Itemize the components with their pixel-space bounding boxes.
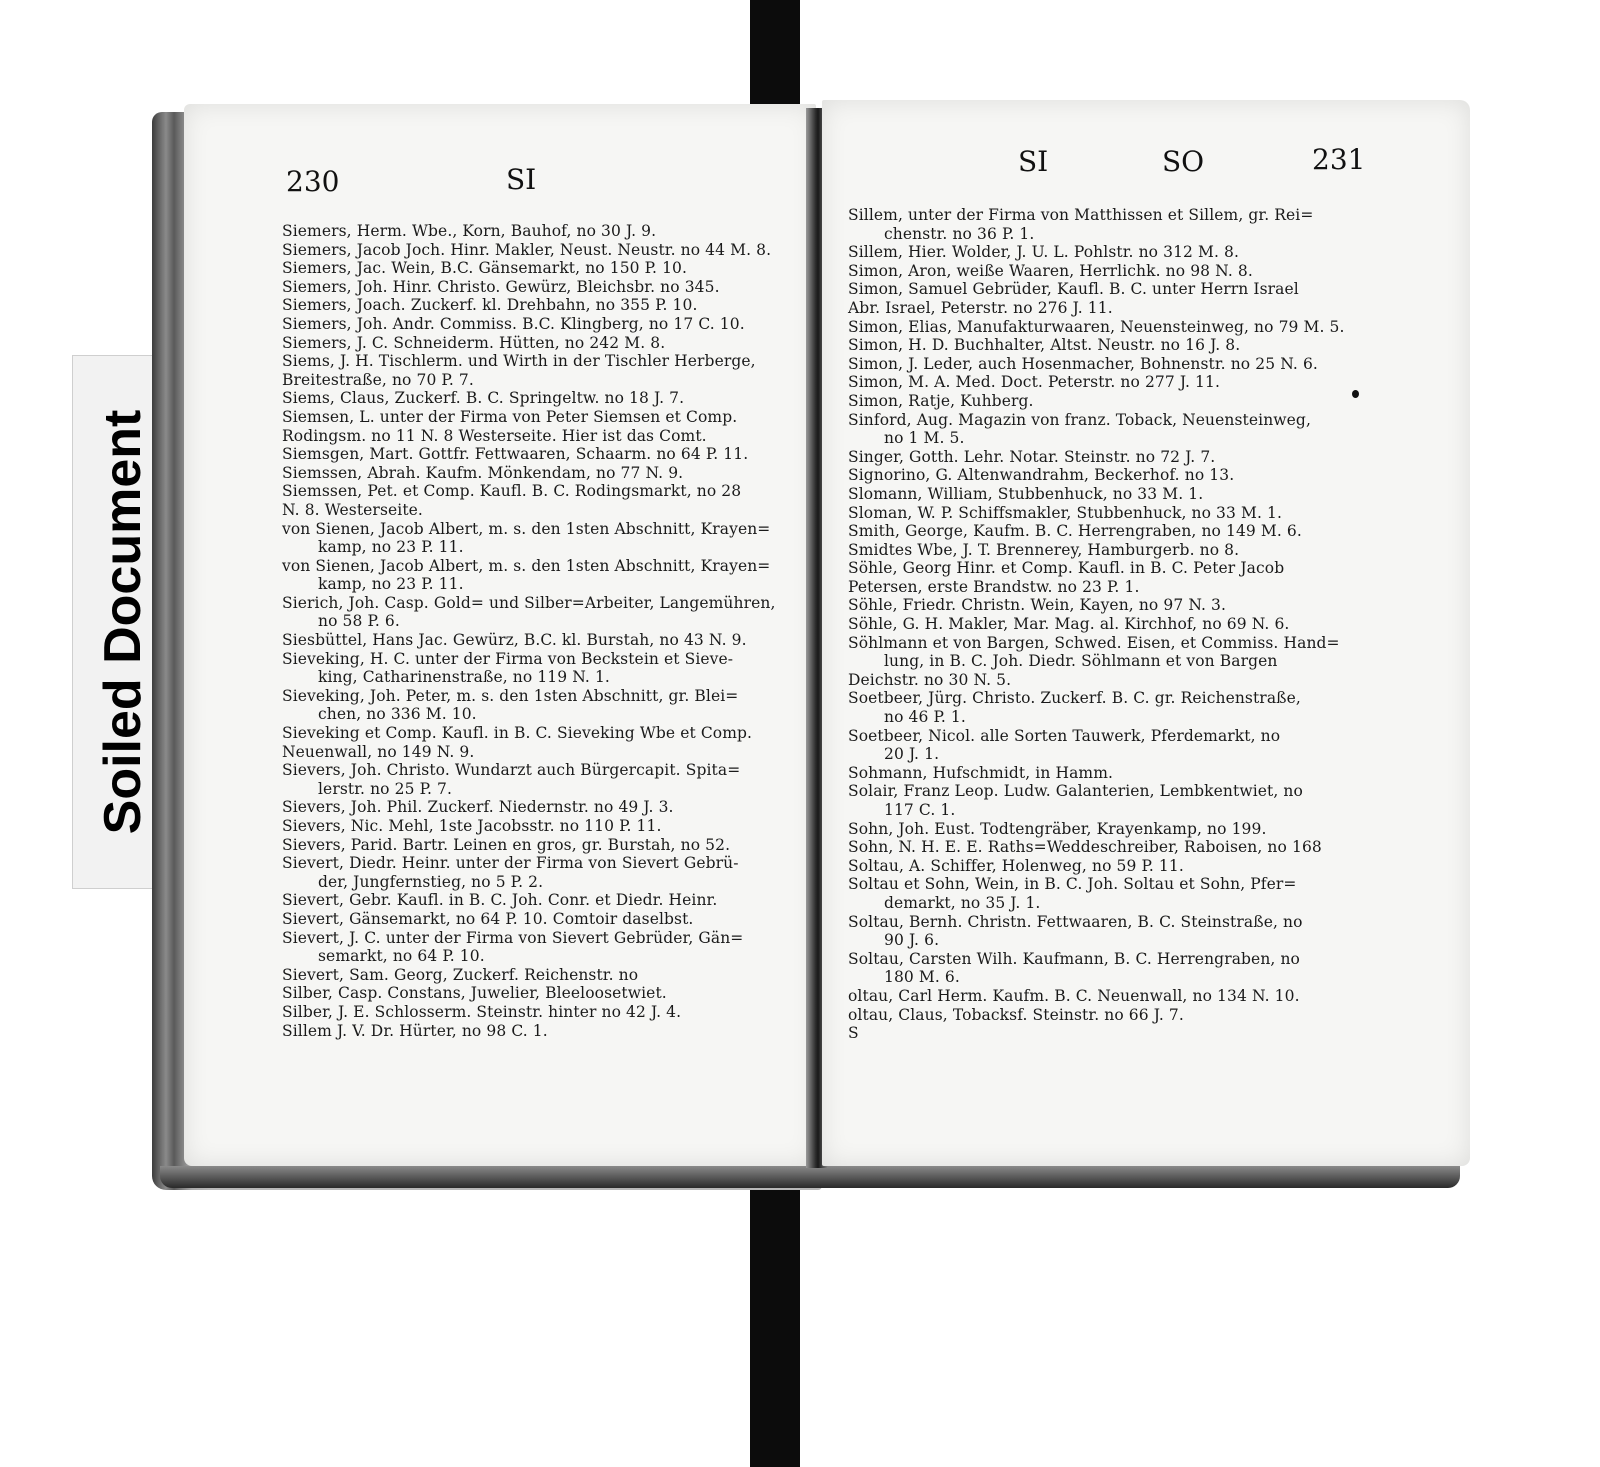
directory-entry: 90 J. 6. xyxy=(884,931,940,950)
directory-entry: Soltau et Sohn, Wein, in B. C. Joh. Soltau et Sohn, Pfer= xyxy=(848,875,1297,894)
directory-entry: Sievers, Parid. Bartr. Leinen en gros, gr. Burstah, no 52. xyxy=(282,835,731,854)
directory-entry: Siemers, Joh. Hinr. Christo. Gewürz, Bleichsbr. no 345. xyxy=(282,277,720,296)
directory-entry: Simon, Ratje, Kuhberg. xyxy=(848,391,1034,410)
directory-entry: Siemers, Joh. Andr. Commiss. B.C. Klingberg, no 17 C. 10. xyxy=(282,314,745,333)
directory-entry: Söhlmann et von Bargen, Schwed. Eisen, et Commiss. Hand= xyxy=(848,633,1340,652)
directory-entry: Simon, M. A. Med. Doct. Peterstr. no 277 J. 11. xyxy=(848,373,1220,392)
directory-entry: demarkt, no 35 J. 1. xyxy=(884,893,1041,912)
directory-entry: Siemers, Herm. Wbe., Korn, Bauhof, no 30 J. 9. xyxy=(282,222,657,240)
directory-entry: Simon, Samuel Gebrüder, Kaufl. B. C. unter Herrn Israel xyxy=(848,280,1299,299)
directory-entry: Siemers, Jac. Wein, B.C. Gänsemarkt, no 150 P. 10. xyxy=(282,259,688,278)
directory-entry: Sieveking, H. C. unter der Firma von Beckstein et Sieve- xyxy=(282,649,734,668)
directory-entry: Sieveking, Joh. Peter, m. s. den 1sten Abschnitt, gr. Blei= xyxy=(282,686,739,705)
right-page-number: 231 xyxy=(1312,143,1366,176)
directory-entry: Sohn, Joh. Eust. Todtengräber, Krayenkamp, no 199. xyxy=(848,819,1267,838)
soiled-document-label: Soiled Document xyxy=(94,409,152,835)
directory-entry: Sinford, Aug. Magazin von franz. Toback, Neuensteinweg, xyxy=(848,410,1311,429)
directory-entry: Söhle, Georg Hinr. et Comp. Kaufl. in B. C. Peter Jacob xyxy=(848,559,1285,578)
directory-entry: Sillem, unter der Firma von Matthissen et Sillem, gr. Rei= xyxy=(848,206,1314,224)
directory-entry: Singer, Gotth. Lehr. Notar. Steinstr. no 72 J. 7. xyxy=(848,447,1216,466)
directory-entry: von Sienen, Jacob Albert, m. s. den 1sten Abschnitt, Krayen= xyxy=(282,519,771,538)
directory-entry: Sieveking et Comp. Kaufl. in B. C. Sieveking Wbe et Comp. xyxy=(282,724,753,743)
directory-entry: no 58 P. 6. xyxy=(318,612,400,631)
directory-entry: Simon, Elias, Manufakturwaaren, Neuensteinweg, no 79 M. 5. xyxy=(848,317,1345,336)
directory-entry: Soltau, Carsten Wilh. Kaufmann, B. C. Herrengraben, no xyxy=(848,949,1300,968)
directory-entry: Sievert, Sam. Georg, Zuckerf. Reichenstr. no xyxy=(282,965,639,984)
directory-entry: Silber, Casp. Constans, Juwelier, Bleeloosetwiet. xyxy=(282,984,667,1003)
directory-entry: chenstr. no 36 P. 1. xyxy=(884,224,1035,243)
directory-entry: chen, no 336 M. 10. xyxy=(318,705,477,724)
directory-entry: Simon, Aron, weiße Waaren, Herrlichk. no 98 N. 8. xyxy=(848,261,1253,280)
right-page xyxy=(822,100,1470,1166)
directory-entry: Siemers, Jacob Joch. Hinr. Makler, Neust. Neustr. no 44 M. 8. xyxy=(282,240,772,259)
directory-entry: Sievert, Diedr. Heinr. unter der Firma von Sievert Gebrü- xyxy=(282,854,739,873)
directory-entry: Signorino, G. Altenwandrahm, Beckerhof. no 13. xyxy=(848,466,1235,485)
directory-entry: Silber, J. E. Schlosserm. Steinstr. hinter no 42 J. 4. xyxy=(282,1002,682,1021)
directory-entry: semarkt, no 64 P. 10. xyxy=(318,947,485,966)
directory-entry: S xyxy=(848,1024,859,1043)
directory-entry: Sievert, Gebr. Kaufl. in B. C. Joh. Conr. et Diedr. Heinr. xyxy=(282,891,718,910)
directory-entry: Deichstr. no 30 N. 5. xyxy=(848,670,1012,689)
left-running-header: SI xyxy=(506,163,537,196)
directory-entry: Soetbeer, Jürg. Christo. Zuckerf. B. C. gr. Reichenstraße, xyxy=(848,689,1301,708)
directory-entry: oltau, Claus, Tobacksf. Steinstr. no 66 J. 7. xyxy=(848,1005,1184,1024)
directory-entry: Siemssen, Pet. et Comp. Kaufl. B. C. Rodingsmarkt, no 28 xyxy=(282,482,742,501)
directory-entry: Sievert, J. C. unter der Firma von Sievert Gebrüder, Gän= xyxy=(282,928,744,947)
directory-entry: Sievers, Joh. Christo. Wundarzt auch Bürgercapit. Spita= xyxy=(282,761,741,780)
directory-entry: Slomann, William, Stubbenhuck, no 33 M. 1. xyxy=(848,484,1204,503)
directory-entry: N. 8. Westerseite. xyxy=(282,500,423,519)
directory-entry: oltau, Carl Herm. Kaufm. B. C. Neuenwall, no 134 N. 10. xyxy=(848,986,1300,1005)
directory-entry: Solair, Franz Leop. Ludw. Galanterien, Lembkentwiet, no xyxy=(848,782,1303,801)
directory-entry: Siemsen, L. unter der Firma von Peter Siemsen et Comp. xyxy=(282,407,738,426)
directory-entry: Smidtes Wbe, J. T. Brennerey, Hamburgerb. no 8. xyxy=(848,540,1240,559)
directory-entry: Sloman, W. P. Schiffsmakler, Stubbenhuck, no 33 M. 1. xyxy=(848,503,1283,522)
ink-spot xyxy=(1352,390,1359,398)
directory-entry: Breitestraße, no 70 P. 7. xyxy=(282,370,474,389)
directory-entry: Soltau, Bernh. Christn. Fettwaaren, B. C. Steinstraße, no xyxy=(848,912,1303,931)
directory-entry: Soetbeer, Nicol. alle Sorten Tauwerk, Pferdemarkt, no xyxy=(848,726,1281,745)
directory-entry: Sievers, Nic. Mehl, 1ste Jacobsstr. no 110 P. 11. xyxy=(282,817,662,835)
directory-entry: Neuenwall, no 149 N. 9. xyxy=(282,742,475,761)
directory-entry: Soltau, A. Schiffer, Holenweg, no 59 P. 11. xyxy=(848,856,1184,875)
directory-entry: king, Catharinenstraße, no 119 N. 1. xyxy=(318,668,610,687)
directory-entry: Siemers, Joach. Zuckerf. kl. Drehbahn, no 355 P. 10. xyxy=(282,296,698,315)
directory-entry: kamp, no 23 P. 11. xyxy=(318,538,464,557)
left-page-number: 230 xyxy=(286,165,340,198)
directory-entry: Siemssen, Abrah. Kaufm. Mönkendam, no 77 N. 9. xyxy=(282,463,684,482)
directory-entry: Simon, J. Leder, auch Hosenmacher, Bohnenstr. no 25 N. 6. xyxy=(848,354,1318,373)
right-running-header-si: SI xyxy=(1018,145,1049,178)
directory-entry: Siems, Claus, Zuckerf. B. C. Springeltw. no 18 J. 7. xyxy=(282,389,685,408)
right-entries xyxy=(848,206,1448,1043)
directory-entry: 180 M. 6. xyxy=(884,968,960,987)
directory-entry: Siemers, J. C. Schneiderm. Hütten, no 242 M. 8. xyxy=(282,333,666,352)
directory-entry: Sillem J. V. Dr. Hürter, no 98 C. 1. xyxy=(282,1021,548,1040)
directory-entry: Sillem, Hier. Wolder, J. U. L. Pohlstr. no 312 M. 8. xyxy=(848,243,1240,262)
directory-entry: Söhle, G. H. Makler, Mar. Mag. al. Kirchhof, no 69 N. 6. xyxy=(848,615,1290,634)
right-running-header-so: SO xyxy=(1162,145,1205,178)
directory-entry: Söhle, Friedr. Christn. Wein, Kayen, no 97 N. 3. xyxy=(848,596,1227,615)
directory-entry: 117 C. 1. xyxy=(884,801,956,819)
directory-entry: Sievers, Joh. Phil. Zuckerf. Niedernstr. no 49 J. 3. xyxy=(282,798,674,817)
directory-entry: no 1 M. 5. xyxy=(884,429,965,448)
book-bottom-edge xyxy=(160,1166,1460,1188)
directory-entry: Siemsgen, Mart. Gottfr. Fettwaaren, Schaarm. no 64 P. 11. xyxy=(282,445,749,464)
left-page xyxy=(184,104,816,1166)
directory-entry: kamp, no 23 P. 11. xyxy=(318,575,464,594)
directory-entry: Petersen, erste Brandstw. no 23 P. 1. xyxy=(848,577,1140,596)
directory-entry: Rodingsm. no 11 N. 8 Westerseite. Hier ist das Comt. xyxy=(282,426,707,445)
directory-entry: Sievert, Gänsemarkt, no 64 P. 10. Comtoir daselbst. xyxy=(282,909,694,928)
directory-entry: Abr. Israel, Peterstr. no 276 J. 11. xyxy=(848,298,1113,317)
directory-entry: Siesbüttel, Hans Jac. Gewürz, B.C. kl. Burstah, no 43 N. 9. xyxy=(282,631,747,650)
directory-entry: Siems, J. H. Tischlerm. und Wirth in der Tischler Herberge, xyxy=(282,352,756,371)
left-entries xyxy=(282,222,802,1040)
directory-entry: Sierich, Joh. Casp. Gold= und Silber=Arbeiter, Langemühren, xyxy=(282,593,776,612)
directory-entry: von Sienen, Jacob Albert, m. s. den 1sten Abschnitt, Krayen= xyxy=(282,556,771,575)
directory-entry: der, Jungfernstieg, no 5 P. 2. xyxy=(318,872,544,891)
directory-entry: no 46 P. 1. xyxy=(884,708,966,727)
directory-entry: Smith, George, Kaufm. B. C. Herrengraben, no 149 M. 6. xyxy=(848,522,1302,541)
directory-entry: Sohmann, Hufschmidt, in Hamm. xyxy=(848,763,1114,782)
directory-entry: Sohn, N. H. E. E. Raths=Weddeschreiber, Raboisen, no 168 xyxy=(848,838,1322,857)
directory-entry: Simon, H. D. Buchhalter, Altst. Neustr. no 16 J. 8. xyxy=(848,336,1241,355)
directory-entry: 20 J. 1. xyxy=(884,745,940,764)
directory-entry: lung, in B. C. Joh. Diedr. Söhlmann et von Bargen xyxy=(884,652,1278,671)
directory-entry: lerstr. no 25 P. 7. xyxy=(318,779,453,798)
